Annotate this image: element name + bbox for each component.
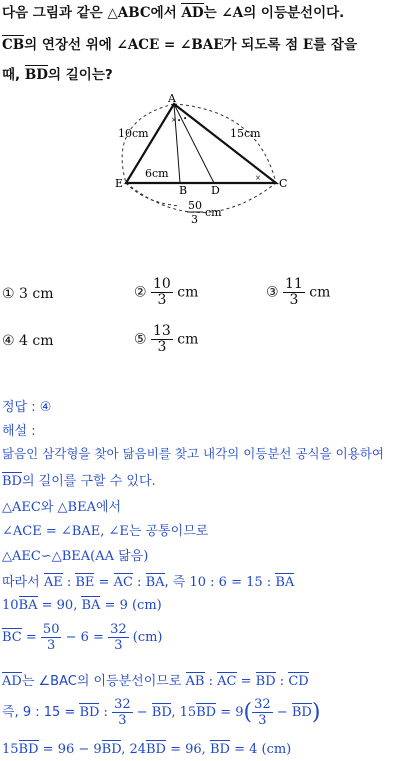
solution-line-7: 10BA = 90, BA = 9 (cm) [2,598,162,613]
solution-line-5: △AEC∽△BEA(AA 닮음) [2,549,149,564]
arc-eb [126,183,180,206]
angle-mark-3: • [183,115,188,123]
question-line-2: CB의 연장선 위에 ∠ACE = ∠BAE가 되도록 점 E를 잡을 [2,37,357,53]
solution-line-2: BD의 길이를 구할 수 있다. [2,474,156,489]
label-ae: 10cm [118,127,149,140]
angle-mark-1: × [171,116,177,124]
vertex-c: C [279,177,288,190]
solution-line-8: BC = $\frac{50}{3}$ − 6 = $\frac{32}{3}$ (cm) [2,622,163,653]
solution-line-6: 따라서 AE : BE = AC : BA, 즉 10 : 6 = 15 : BA [2,575,295,590]
label-ec-unit: cm [205,206,222,219]
explanation-label: 해설 : [2,424,36,439]
segment-ad [174,104,214,183]
label-ec-den: 3 [191,213,198,226]
vertex-d: D [211,184,220,197]
triangle-figure [0,90,400,240]
question-line-1: 다음 그림과 같은 △ABC에서 AD는 ∠A의 이등분선이다. [2,5,345,21]
vertex-e: E [115,177,124,190]
option-3[interactable]: ③ $\frac{11}{3}$ cm [266,276,331,308]
option-4[interactable]: ④ 4 cm [2,333,54,349]
solution-line-9: AD는 ∠BAC의 이등분선이므로 AB : AC = BD : CD [2,674,309,689]
vertex-b: B [179,184,188,197]
solution-line-3: △AEC와 △BEA에서 [2,500,122,515]
option-2[interactable]: ② $\frac{10}{3}$ cm [134,276,199,308]
angle-mark-2: • [177,117,182,125]
vertex-a: A [168,92,176,105]
label-eb: 6cm [145,167,169,180]
solution-line-11: 15BD = 96 − 9BD, 24BD = 96, BD = 4 (cm) [2,742,292,757]
option-1[interactable]: ① 3 cm [2,286,54,302]
label-ac: 15cm [230,127,261,140]
option-5[interactable]: ⑤ $\frac{13}{3}$ cm [134,323,199,355]
solution-line-4: ∠ACE = ∠BAE, ∠E는 공통이므로 [2,524,209,539]
solution-line-1: 닮음인 삼각형을 찾아 닮음비를 찾고 내각의 이등분선 공식을 이용하여 [2,446,384,461]
question-line-3: 때, BD의 길이는? [2,67,113,83]
label-ec-num: 50 [188,199,202,212]
solution-line-10: 즉, 9 : 15 = BD : $\frac{32}{3}$ − BD, 15BD = 9( $\frac{32}{3}$ − BD) [2,697,321,728]
angle-mark-4: × [255,174,261,182]
answer-line: 정답 : ④ [2,400,52,415]
